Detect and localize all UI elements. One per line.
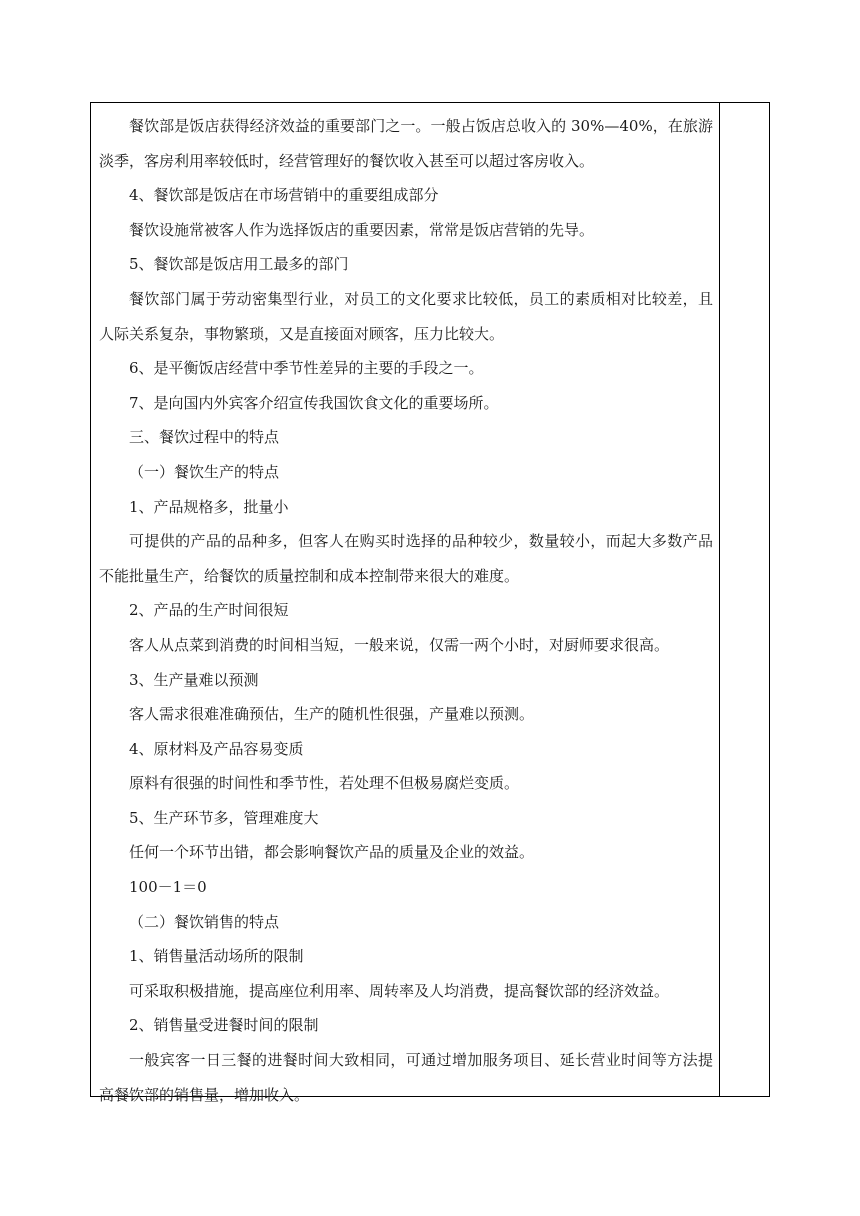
subsection-heading: （一）餐饮生产的特点: [129, 462, 280, 481]
paragraph: 2、销售量受进餐时间的限制: [129, 1016, 319, 1035]
paragraph: 5、生产环节多，管理难度大: [129, 808, 319, 827]
paragraph: 2、产品的生产时间很短: [129, 601, 289, 620]
paragraph: 5、餐饮部是饭店用工最多的部门: [129, 255, 349, 274]
paragraph: 1、销售量活动场所的限制: [129, 947, 304, 966]
paragraph: 可提供的产品的品种多，但客人在购买时选择的品种较少，数量较小，而起大多数产品不能批量生产，给餐饮的质量控制和成本控制带来很大的难度。: [99, 532, 713, 585]
paragraph: 100－1＝0: [129, 878, 207, 897]
paragraph: 4、原材料及产品容易变质: [129, 739, 304, 758]
paragraph: 4、餐饮部是饭店在市场营销中的重要组成部分: [129, 186, 439, 205]
paragraph: 客人从点菜到消费的时间相当短，一般来说，仅需一两个小时，对厨师要求很高。: [129, 635, 670, 654]
paragraph: 餐饮设施常被客人作为选择饭店的重要因素，常常是饭店营销的先导。: [129, 220, 595, 239]
paragraph: 一般宾客一日三餐的进餐时间大致相同，可通过增加服务项目、延长营业时间等方法提高餐饮部的销售量，增加收入。: [99, 1051, 713, 1104]
paragraph: 3、生产量难以预测: [129, 670, 259, 689]
paragraph: 6、是平衡饭店经营中季节性差异的主要的手段之一。: [129, 359, 484, 378]
paragraph: 餐饮部是饭店获得经济效益的重要部门之一。一般占饭店总收入的 30%—40%，在旅游淡季，客房利用率较低时，经营管理好的餐饮收入甚至可以超过客房收入。: [99, 117, 713, 170]
subsection-heading: （二）餐饮销售的特点: [129, 912, 280, 931]
section-heading: 三、餐饮过程中的特点: [129, 428, 280, 447]
paragraph: 7、是向国内外宾客介绍宣传我国饮食文化的重要场所。: [129, 393, 499, 412]
paragraph: 原料有很强的时间性和季节性，若处理不但极易腐烂变质。: [129, 774, 520, 793]
paragraph: 餐饮部门属于劳动密集型行业，对员工的文化要求比较低，员工的素质相对比较差，且人际关系复杂，事物繁琐，又是直接面对顾客，压力比较大。: [99, 289, 713, 343]
paragraph: 客人需求很难准确预估，生产的随机性很强，产量难以预测。: [129, 705, 535, 724]
paragraph: 1、产品规格多，批量小: [129, 497, 289, 516]
document-table: [90, 102, 770, 1104]
paragraph: 任何一个环节出错，都会影响餐饮产品的质量及企业的效益。: [129, 843, 535, 862]
table-column-divider: [719, 103, 720, 1096]
table-content-cell: [99, 109, 713, 1112]
paragraph: 可采取积极措施，提高座位利用率、周转率及人均消费，提高餐饮部的经济效益。: [129, 981, 670, 1000]
